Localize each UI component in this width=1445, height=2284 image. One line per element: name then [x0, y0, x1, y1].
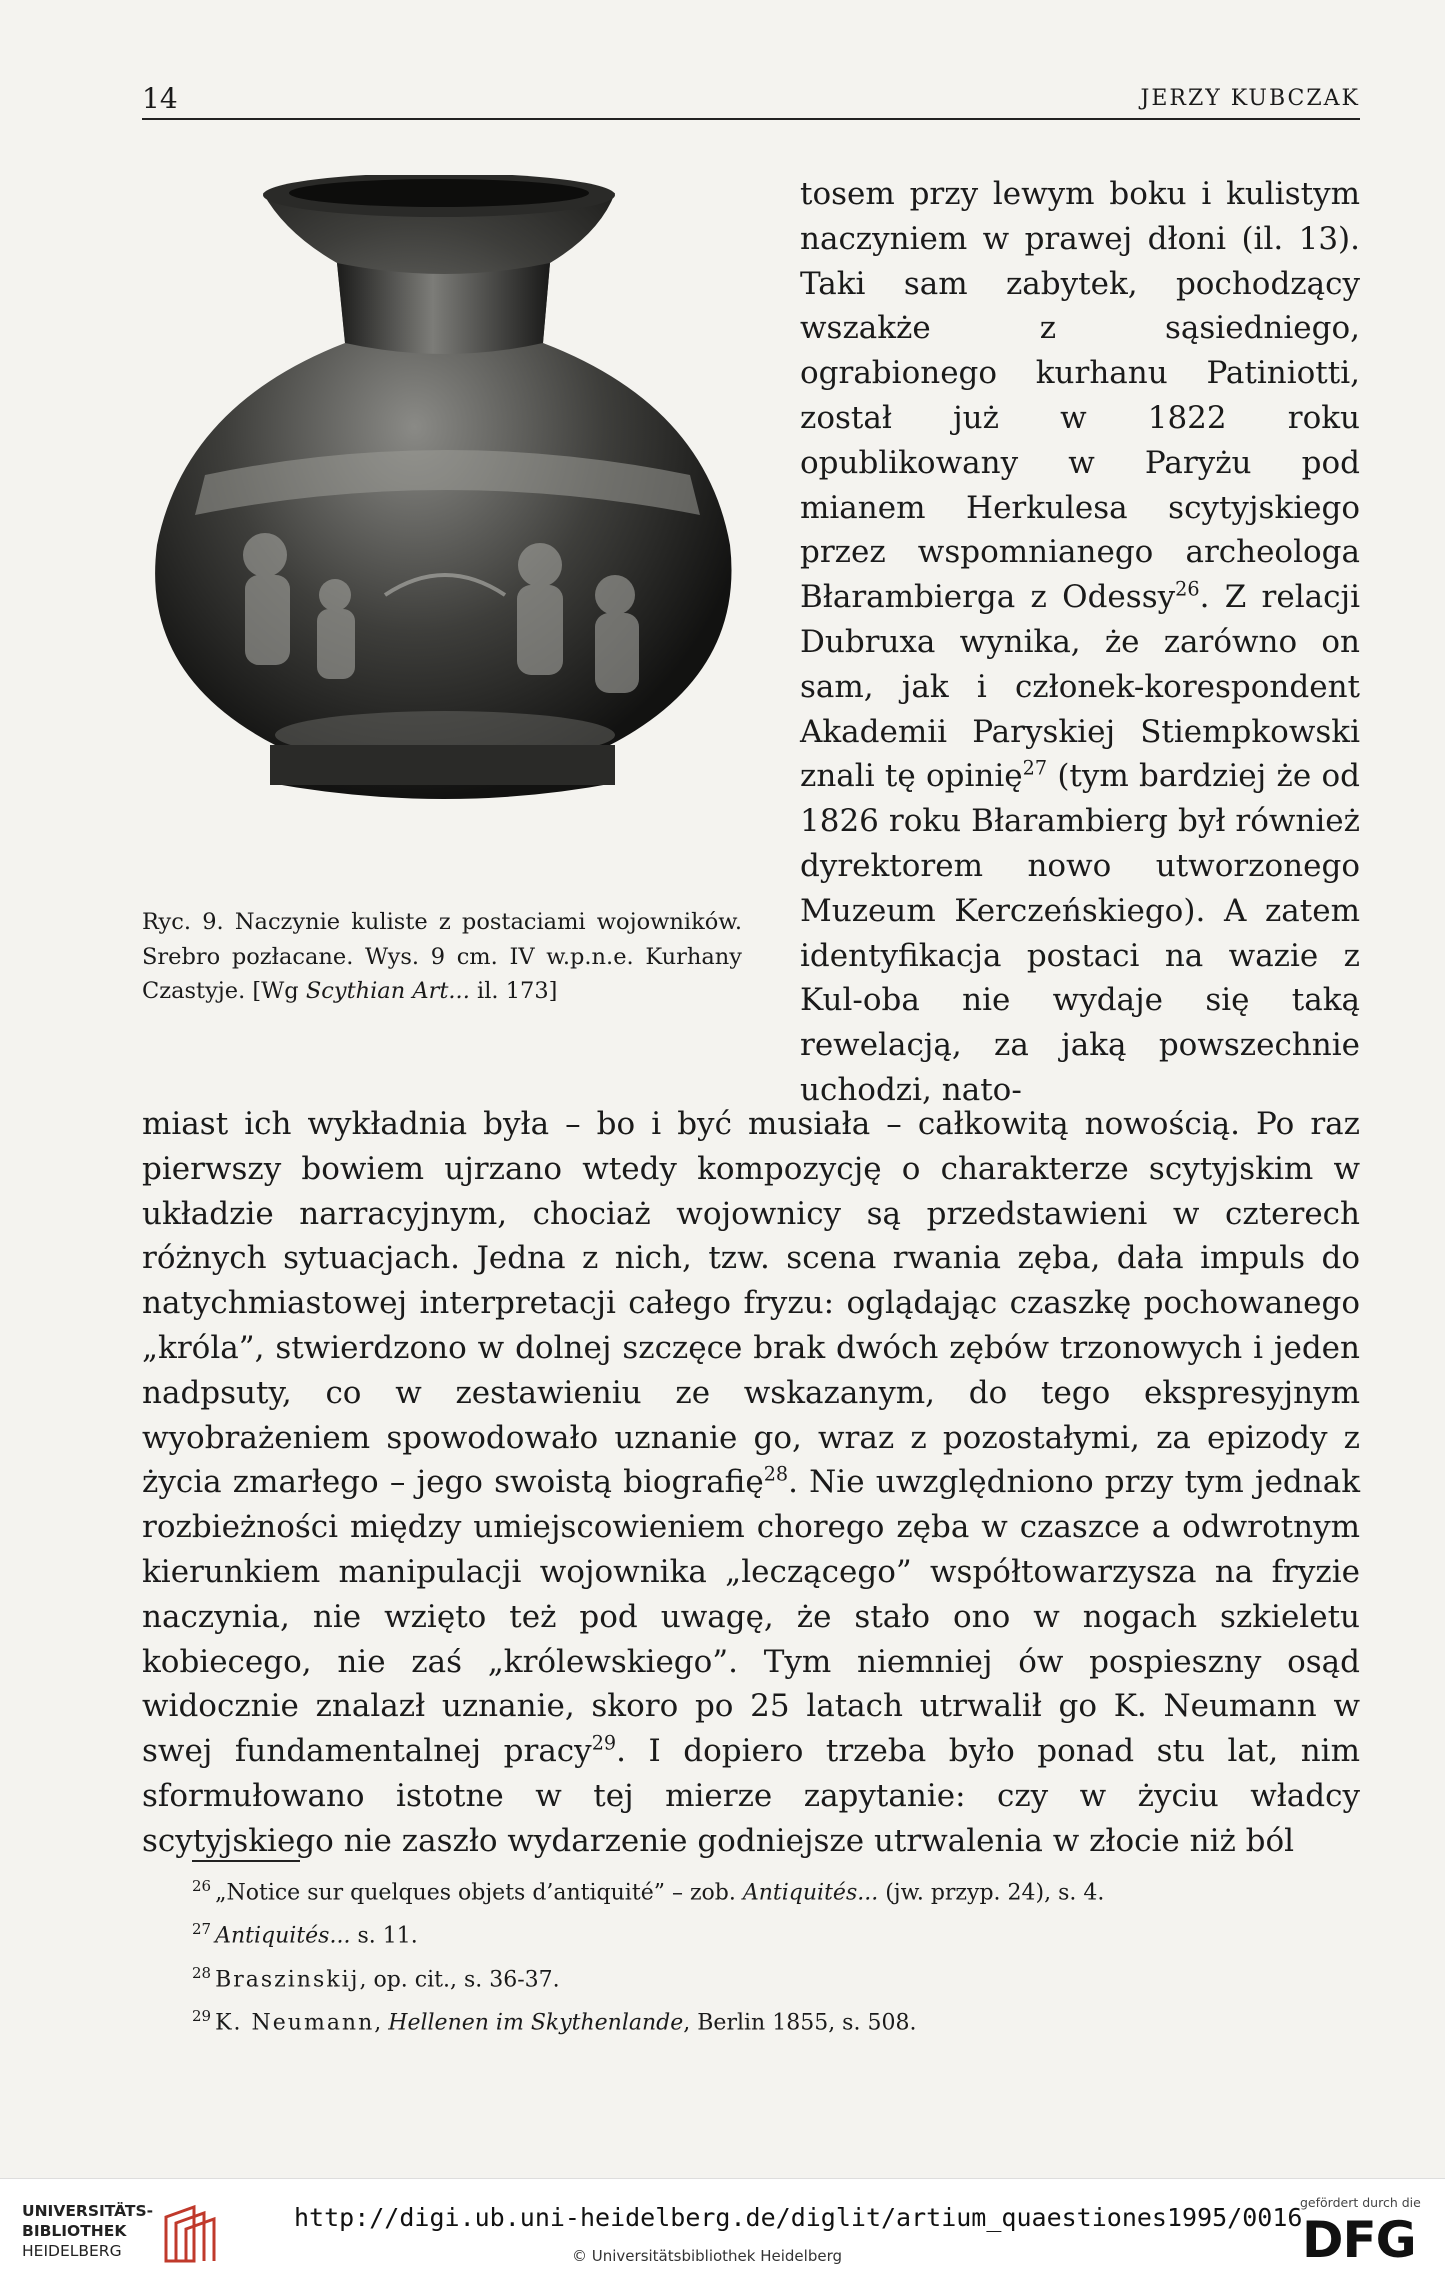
library-logo[interactable]: UNIVERSITÄTS- BIBLIOTHEK HEIDELBERG: [22, 2201, 222, 2265]
vessel-illustration: [145, 175, 745, 895]
paragraph: miast ich wykładnia była – bo i być musiała – całkowitą nowością. Po raz pierwszy bowiem ujrzano wtedy kompozycję o charakterze scytyjskim w układzie narracyjnym, chociaż wojownicy są przedstawieni w czterech różnych sytuacjach. Jedna z nich, tzw. scena rwania zęba, dała impuls do natychmiastowej interpretacji całego fryzu: oglądając czaszkę pochowanego „króla”, stwierdzono w dolnej szczęce brak dwóch zębów trzonowych i jeden nadpsuty, co w zestawieniu ze wskazanym, do tego ekspresyjnym wyobrażeniem spowodowało uznanie go, wraz z pozostałymi, za epizody z życia zmarłego – jego swoistą biografię$^{28}$. Nie uwzględniono przy tym jednak rozbieżności między umiejscowieniem chorego zęba w czaszce a odwrotnym kierunkiem manipulacji wojownika „leczącego” współtowarzysza na fryzie naczynia, nie wzięto też pod uwagę, że stało ono w nogach szkieletu kobiecego, nie zaś „królewskiego”. Tym niemniej ów pospieszny osąd widocznie znalazł uznanie, skoro po 25 latach utrwalił go K. Neumann w swej fundamentalnej pracy$^{29}$. I dopiero trzeba było ponad stu lat, nim sformułowano istotne w tej mierze zapytanie: czy w życiu władcy scytyjskiego nie zaszło wydarzenie godniejsze utrwalenia w złocie niż ból: [142, 1106, 1361, 1859]
library-mark-icon: [160, 2203, 220, 2265]
footnote-ref[interactable]: 28: [763, 1463, 789, 1487]
running-author: JERZY KUBCZAK: [1140, 86, 1360, 111]
footnote: $^{26}$ „Notice sur quelques objets d’antiquité” – zob. Antiquités... (jw. przyp. 24), s. 4.: [192, 1877, 1105, 1906]
footnote: $^{29}$ K. Neumann, Hellenen im Skythenlande, Berlin 1855, s. 508.: [192, 2006, 917, 2036]
paragraph: tosem przy lewym boku i kulistym naczyniem w prawej dłoni (il. 13). Taki sam zabytek, pochodzący wszakże z sąsiedniego, ograbionego kurhanu Patiniotti, został już w 1822 roku opublikowany w Paryżu pod mianem Herkulesa scytyjskiego przez wspomnianego archeologa Błarambierga z Odessy$^{26}$. Z relacji Dubruxa wynika, że zarówno on sam, jak i członek-korespondent Akademii Paryskiej Stiempkowski znali tę opinię$^{27}$ (tym bardziej że od 1826 roku Błarambierg był również dyrektorem nowo utworzonego Muzeum Kerczeńskiego). A zatem identyfikacja postaci na wazie z Kul-oba nie wydaje się taką rewelacją, za jaką powszechnie uchodzi, nato-: [800, 176, 1360, 1108]
viewer-footer: [0, 2178, 1445, 2284]
page-number: 14: [142, 82, 178, 115]
full-width-text: [142, 1102, 1360, 1864]
right-column-text: [800, 172, 1360, 1113]
vessel-figure: [145, 175, 745, 895]
funder-note: gefördert durch die: [1300, 2195, 1421, 2210]
footnote-ref[interactable]: 26: [1175, 577, 1200, 601]
figure-caption: Ryc. 9. Naczynie kuliste z postaciami wojowników. Srebro pozłacane. Wys. 9 cm. IV w.p.n.e. Kurhany Czastyje. [Wg Scythian Art... il. 173]: [142, 909, 742, 1004]
footnote: $^{27}$ Antiquités... s. 11.: [192, 1920, 418, 1949]
footnote: $^{28}$ Braszinskij, op. cit., s. 36-37.: [192, 1963, 560, 1992]
copyright-notice: © Universitätsbibliothek Heidelberg: [572, 2247, 843, 2265]
footnote-ref[interactable]: 29: [591, 1731, 617, 1755]
dfg-logo[interactable]: DFG: [1302, 2211, 1416, 2269]
permalink-url[interactable]: http://digi.ub.uni-heidelberg.de/diglit/artium_quaestiones1995/0016: [294, 2203, 1303, 2232]
footnotes: [192, 1868, 1360, 2041]
footnote-ref[interactable]: 27: [1022, 757, 1048, 781]
footnote-divider: [192, 1860, 300, 1862]
running-header: [142, 82, 1360, 120]
